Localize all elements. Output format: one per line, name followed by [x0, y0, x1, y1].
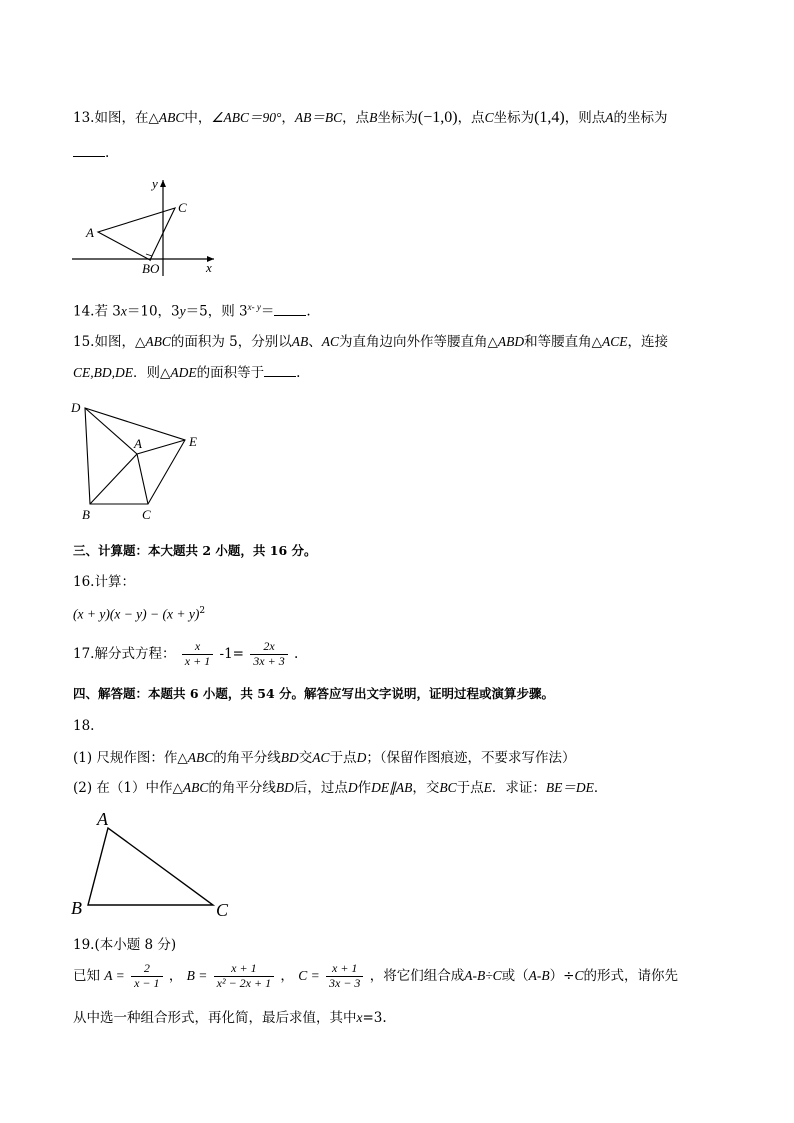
q14-text: 14.若 3x＝10，3y＝5，则 $3^{x- y}=$ .	[73, 302, 311, 320]
q18-figure	[68, 808, 238, 923]
q18-part2: (2) 在（1）中作△ABC的角平分线BD后，过点D作DE∥AB，交BC于点E．求证：BE＝DE．	[73, 780, 608, 796]
q19-fraction-A: $\frac{2}{x - 1}$	[131, 962, 162, 991]
fig15-label-E: E	[189, 434, 197, 449]
fig15-label-D: D	[71, 400, 81, 415]
q13-figure	[68, 172, 228, 280]
q15-text-line1: 15.如图，△ABC的面积为 5，分别以AB、AC为直角边向外作等腰直角△ABD和等腰直角△ACE，连接	[73, 334, 669, 350]
q19-fraction-B: $\frac{x + 1}{\text{x² − 2x + 1}}$	[214, 962, 274, 991]
q17-fraction-left: $\frac{x}{x + 1}$	[182, 640, 213, 669]
q17-text: 17.解分式方程： $\frac{x}{x + 1}$ -1= $\frac{2x}{3x + 3}$ .	[73, 639, 299, 668]
fig13-label-A: A	[86, 225, 94, 240]
q19-text-line2: 从中选一种组合形式，再化简，最后求值，其中x=3.	[73, 1010, 387, 1026]
q19-fraction-C: $\frac{x + 1}{3x - 3}$	[326, 962, 363, 991]
answer-blank[interactable]	[73, 144, 105, 157]
fig13-label-y: y	[152, 176, 158, 191]
fig13-label-C: C	[178, 200, 187, 215]
fig15-label-C: C	[142, 507, 151, 522]
q15-figure	[68, 396, 218, 526]
section-4-heading: 四、解答题：本题共 6 小题，共 54 分。解答应写出文字说明，证明过程或演算步骤。	[73, 686, 555, 701]
fig18-label-C: C	[216, 900, 229, 920]
q16-expression: $(x + y)(x - y) - (x + y)^2$	[73, 606, 206, 622]
fig15-label-A: A	[134, 436, 142, 451]
fig18-label-A: A	[97, 809, 108, 829]
q13-text: 13.如图，在△ABC中，∠ABC＝90°，AB＝BC，点B坐标为(−1,0)，点C坐标为(1,4)，则点A的坐标为	[73, 109, 668, 126]
q15-text-line2: CE,BD,DE．则△ADE的面积等于 .	[73, 365, 301, 381]
fig13-label-x: x	[206, 260, 212, 275]
q18-part1: (1) 尺规作图：作△ABC的角平分线BD交AC于点D；（保留作图痕迹，不要求写作法）	[73, 750, 576, 766]
q18-number: 18.	[73, 718, 95, 734]
q19-label: 19.(本小题 8 分)	[73, 937, 177, 953]
fig13-label-BO: BO	[142, 261, 160, 276]
q13-answer-line: .	[73, 144, 109, 161]
section-3-heading: 三、计算题：本大题共 2 小题，共 16 分。	[73, 543, 317, 558]
answer-blank[interactable]	[264, 364, 296, 377]
q17-fraction-right: $\frac{2x}{3x + 3}$	[250, 640, 287, 669]
fig15-label-B: B	[82, 507, 90, 522]
fig18-label-B: B	[71, 898, 82, 918]
q19-text-line1: 已知 A = $\frac{2}{x - 1}$ ， B = $\frac{x + 1}{\text{x² − 2x + 1}}$ ， C = $\frac{x + 1}{3x - 3}$ ，将它们组合成A-B÷C或（A-B）÷C的形式，请你先	[73, 961, 678, 990]
answer-blank[interactable]	[274, 303, 306, 316]
q16-label: 16.计算：	[73, 574, 135, 590]
